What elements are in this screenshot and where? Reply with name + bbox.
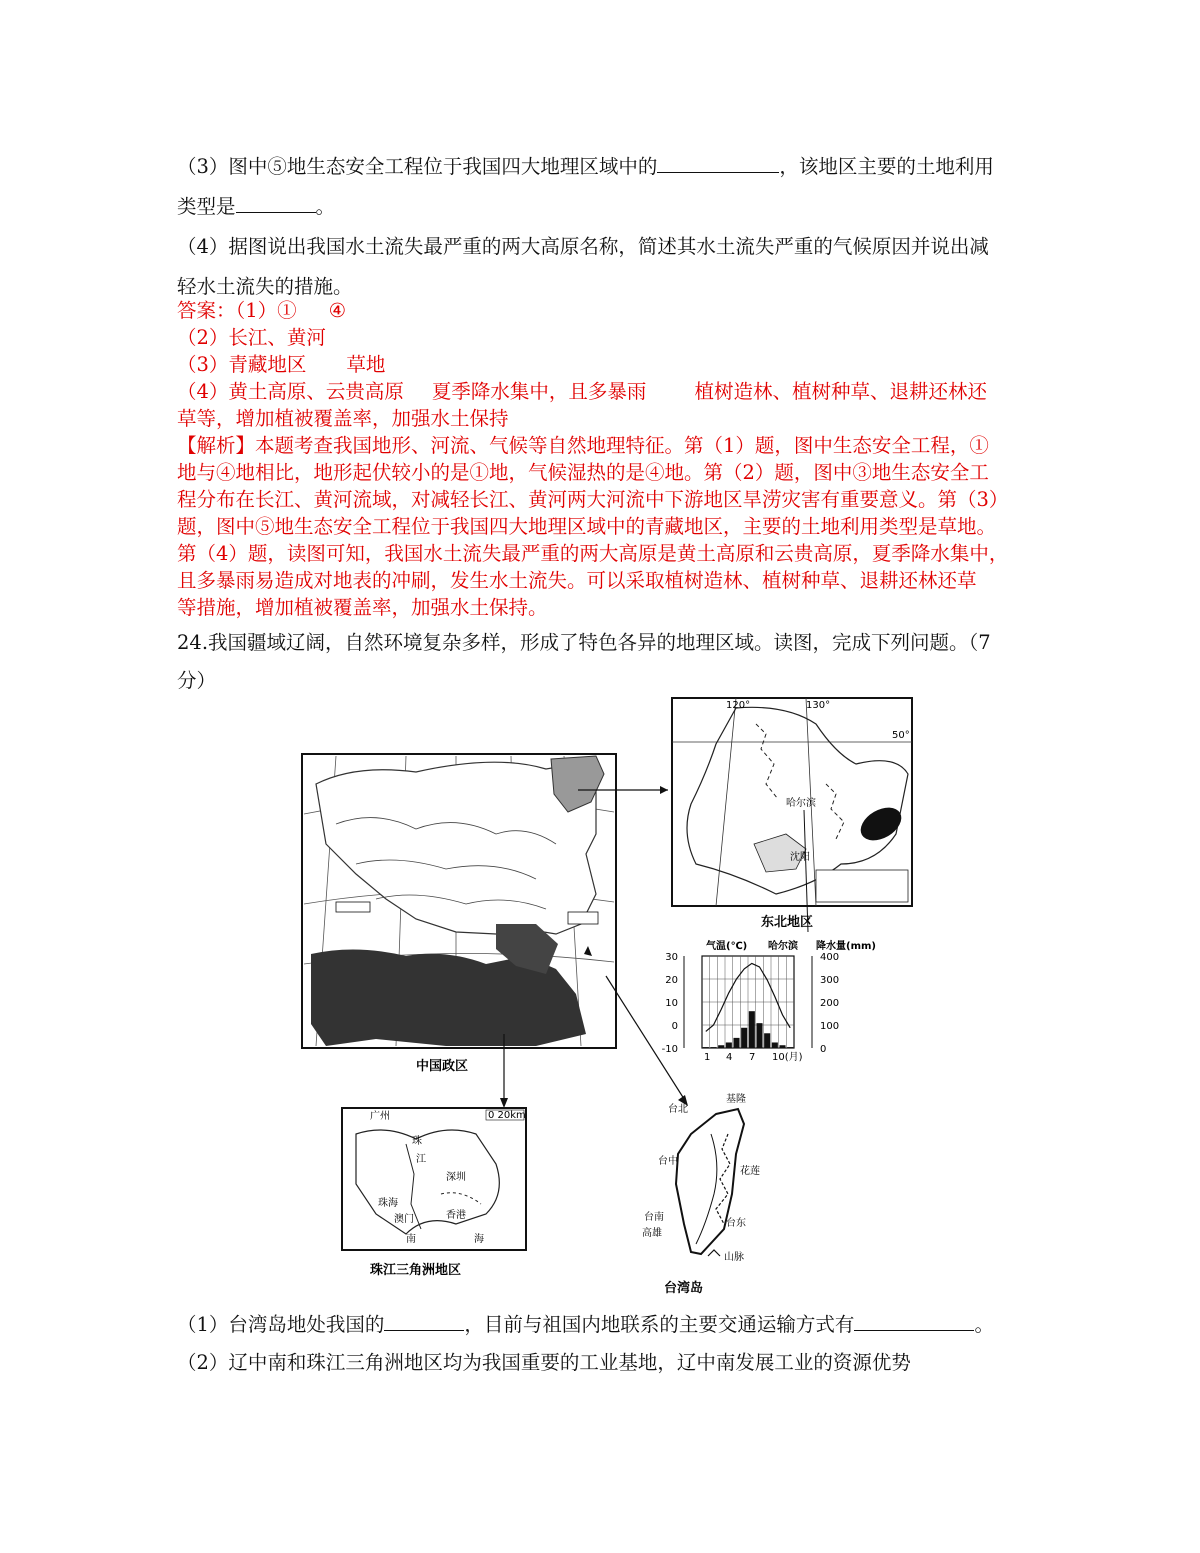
question-3-text-a: （3）图中⑤地生态安全工程位于我国四大地理区域中的: [177, 155, 658, 178]
lon-label-130: 130°: [806, 700, 831, 711]
question-3-text-b: ，该地区主要的土地利用: [779, 155, 994, 178]
q24-1-suffix: 。: [974, 1313, 994, 1336]
xianggang-label: 香港: [446, 1210, 466, 1221]
question-3-text-c: 类型是: [177, 195, 236, 218]
guangzhou-label: 广州: [370, 1111, 390, 1122]
temp-tick: 20: [665, 975, 678, 986]
hualian-label: 花莲: [740, 1166, 760, 1177]
zhuhai-label: 珠海: [378, 1198, 398, 1209]
harbin-climate-chart: [662, 939, 876, 1063]
answer-blank: [236, 194, 316, 213]
question-3-line-1: [177, 152, 1027, 182]
q24-1-mid: ，目前与祖国内地联系的主要交通运输方式有: [464, 1313, 855, 1336]
northeast-map: [672, 698, 912, 932]
precip-tick: 0: [820, 1044, 827, 1055]
answer-line-5: 草等，增加植被覆盖率，加强水土保持: [177, 407, 509, 430]
lat-label-50: 50°: [892, 730, 910, 741]
precip-bar: [710, 1047, 716, 1048]
zhu-label: 珠: [412, 1136, 422, 1147]
precip-bar: [779, 1045, 785, 1048]
month-tick: 10(月): [772, 1052, 803, 1063]
taiwan-caption: 台湾岛: [664, 1281, 704, 1296]
northeast-caption: 东北地区: [761, 915, 814, 930]
month-tick: 4: [726, 1052, 733, 1063]
precip-bar: [718, 1045, 724, 1048]
precip-axis-title: 降水量(mm): [816, 941, 876, 952]
answer-4-first: （4）黄土高原、云贵高原: [177, 380, 404, 403]
taibei-label: 台北: [668, 1104, 688, 1115]
answer-line-1: [177, 298, 1037, 324]
question-3-text-d: 。: [315, 195, 336, 218]
precip-bar: [764, 1033, 770, 1048]
analysis-line-7: 等措施，增加植被覆盖率，加强水土保持。: [177, 596, 548, 619]
geography-figure: [296, 694, 916, 1314]
answer-blank: [854, 1312, 974, 1331]
question-24-2: （2）辽中南和珠江三角洲地区均为我国重要的工业基地，辽中南发展工业的资源优势: [177, 1351, 911, 1374]
precip-bar: [756, 1023, 762, 1048]
answer-4-third: 植树造林、植树种草、退耕还林还: [694, 380, 987, 403]
analysis-line-2: 地与④地相比，地形起伏较小的是①地，气候湿热的是④地。第（2）题，图中③地生态安全工: [177, 461, 989, 484]
lon-label-120: 120°: [726, 700, 751, 711]
temp-tick: 30: [665, 952, 678, 963]
precip-tick: 100: [820, 1021, 840, 1032]
question-4-line-2: 轻水土流失的措施。: [177, 275, 353, 298]
answer-3-second: 草地: [346, 353, 386, 376]
precip-bar: [787, 1047, 793, 1048]
climate-city: 哈尔滨: [768, 941, 798, 952]
shenyang-label: 沈阳: [790, 852, 810, 863]
precip-bar: [703, 1047, 709, 1048]
answer-line-2: （2）长江、黄河: [177, 326, 326, 349]
analysis-line-3: 程分布在长江、黄河流域，对减轻长江、黄河两大河流中下游地区旱涝灾害有重要意义。第（3）: [177, 488, 1009, 511]
answer-blank: [657, 154, 779, 173]
precip-bar: [749, 1011, 755, 1048]
nan-label: 南: [406, 1234, 416, 1245]
answer-line-3: [177, 352, 1037, 378]
china-map: [302, 754, 616, 1048]
jiang-label: 江: [416, 1154, 426, 1165]
analysis-line-6: 且多暴雨易造成对地表的冲刷，发生水土流失。可以采取植树造林、植树种草、退耕还林还草: [177, 569, 977, 592]
analysis-line-4: 题，图中⑤地生态安全工程位于我国四大地理区域中的青藏地区，主要的土地利用类型是草地。: [177, 515, 997, 538]
temp-axis-title: 气温(℃): [706, 941, 748, 952]
analysis-line-1: 【解析】本题考查我国地形、河流、气候等自然地理特征。第（1）题，图中生态安全工程，①: [177, 434, 989, 457]
prd-caption: 珠江三角洲地区: [370, 1263, 462, 1278]
jilong-label: 基隆: [726, 1094, 746, 1105]
question-3-line-2: [177, 192, 1027, 222]
question-24-line-2: 分）: [177, 669, 217, 692]
precip-tick: 400: [820, 952, 840, 963]
answer-4-second: 夏季降水集中，且多暴雨: [431, 380, 647, 403]
tainan-label: 台南: [644, 1212, 664, 1223]
answer-3-first: （3）青藏地区: [177, 353, 307, 376]
answer-blank: [384, 1312, 464, 1331]
aomen-label: 澳门: [394, 1214, 414, 1225]
shenzhen-label: 深圳: [446, 1172, 466, 1183]
answer-1-second: ④: [328, 299, 347, 322]
gaoxiong-label: 高雄: [642, 1228, 662, 1239]
month-tick: 1: [704, 1052, 711, 1063]
precip-bar: [726, 1042, 732, 1048]
answer-line-4: [177, 379, 1037, 405]
precip-bar: [772, 1042, 778, 1048]
analysis-line-5: 第（4）题，读图可知，我国水土流失最严重的两大高原是黄土高原和云贵高原，夏季降水集中，: [177, 542, 1009, 565]
question-24-line-1: 24.我国疆域辽阔，自然环境复杂多样，形成了特色各异的地理区域。读图，完成下列问题。（7: [177, 631, 991, 654]
scale-label: 0 20km: [488, 1110, 526, 1121]
question-4-line-1: （4）据图说出我国水土流失最严重的两大高原名称，简述其水土流失严重的气候原因并说出减: [177, 235, 989, 258]
hai-label: 海: [474, 1234, 484, 1245]
taiwan-map: [642, 1092, 760, 1263]
prd-map: [342, 1108, 526, 1250]
temp-tick: 0: [671, 1021, 678, 1032]
mountain-legend-label: 山脉: [724, 1252, 744, 1263]
precip-tick: 300: [820, 975, 840, 986]
precip-bar: [733, 1038, 739, 1048]
taidong-label: 台东: [726, 1218, 746, 1229]
answer-label: 答案：（1）①: [177, 299, 297, 322]
question-24-1: [177, 1310, 1027, 1340]
month-tick: 7: [749, 1052, 756, 1063]
precip-bar: [741, 1028, 747, 1048]
temp-tick: 10: [665, 998, 678, 1009]
harbin-label: 哈尔滨: [786, 798, 816, 809]
temp-tick: -10: [661, 1044, 678, 1055]
mountain-icon: [708, 1250, 720, 1256]
china-map-caption: 中国政区: [416, 1059, 469, 1074]
precip-tick: 200: [820, 998, 840, 1009]
q24-1-prefix: （1）台湾岛地处我国的: [177, 1313, 385, 1336]
taizhong-label: 台中: [658, 1156, 678, 1167]
